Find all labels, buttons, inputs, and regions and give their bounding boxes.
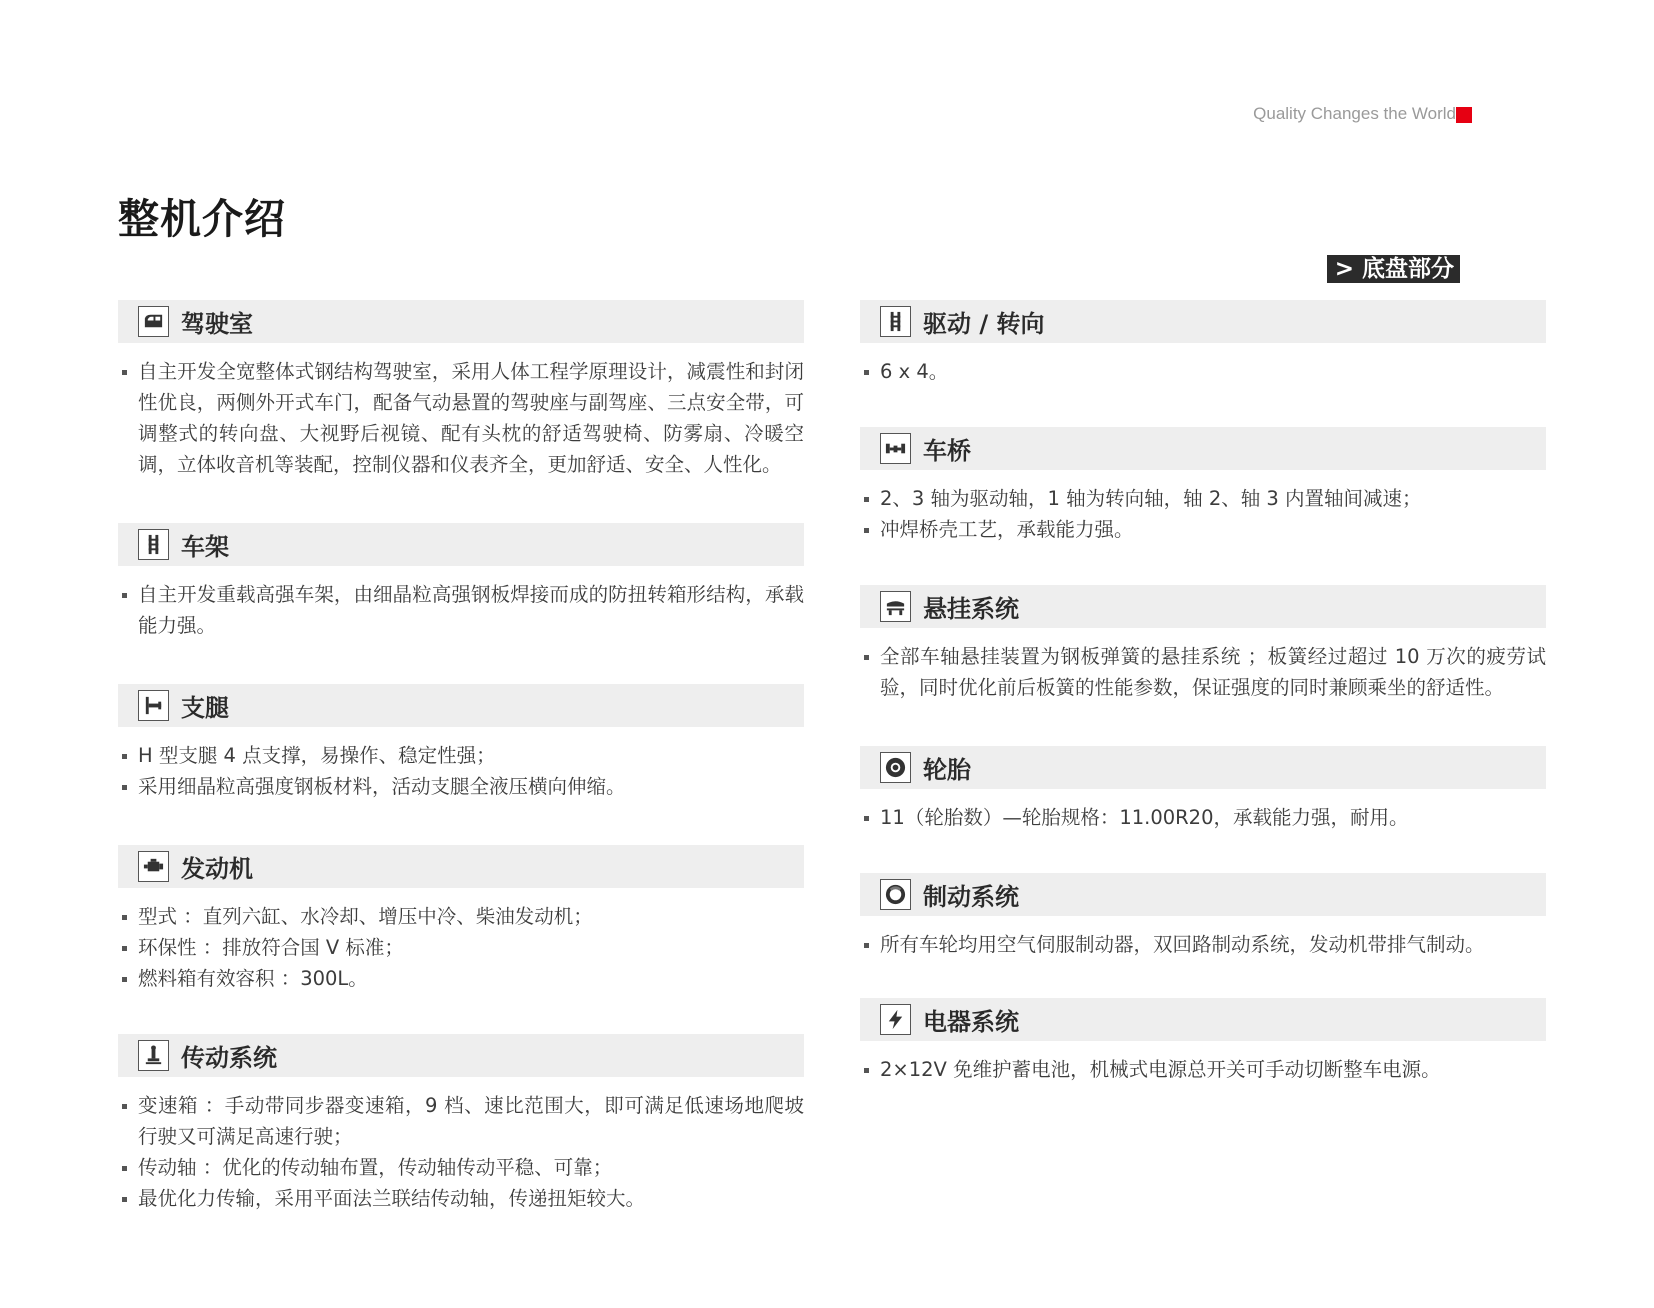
item-list xyxy=(118,356,804,480)
section-header xyxy=(860,300,1546,343)
list-item: 自主开发重载高强车架，由细晶粒高强钢板焊接而成的防扭转箱形结构，承载能力强。 xyxy=(118,579,804,641)
item-list xyxy=(860,802,1546,833)
section-title: 电器系统 xyxy=(923,1008,1019,1036)
item-list xyxy=(860,1054,1546,1085)
section-title: 传动系统 xyxy=(181,1044,277,1072)
right-column xyxy=(860,300,1546,1085)
section-title: 发动机 xyxy=(181,855,253,883)
list-item: 变速箱 ：手动带同步器变速箱，9 档、速比范围大，即可满足低速场地爬坡行驶又可满足高速行驶； xyxy=(118,1090,804,1152)
section-header xyxy=(118,1034,804,1077)
section-axle xyxy=(860,427,1546,545)
section-title: 悬挂系统 xyxy=(923,595,1019,623)
list-item: 所有车轮均用空气伺服制动器，双回路制动系统，发动机带排气制动。 xyxy=(860,929,1546,960)
section-engine xyxy=(118,845,804,994)
section-header xyxy=(118,684,804,727)
section-title: 车架 xyxy=(181,533,229,561)
list-item: 采用细晶粒高强度钢板材料，活动支腿全液压横向伸缩。 xyxy=(118,771,804,802)
section-electrical xyxy=(860,998,1546,1085)
list-item: 全部车轴悬挂装置为钢板弹簧的悬挂系统 ；板簧经过超过 10 万次的疲劳试验，同时优化前后板簧的性能参数，保证强度的同时兼顾乘坐的舒适性。 xyxy=(860,641,1546,703)
list-item: 2×12V 免维护蓄电池，机械式电源总开关可手动切断整车电源。 xyxy=(860,1054,1546,1085)
frame-icon xyxy=(138,529,169,560)
list-item: 11（轮胎数）—轮胎规格：11.00R20，承载能力强，耐用。 xyxy=(860,802,1546,833)
list-item: 2、3 轴为驱动轴，1 轴为转向轴，轴 2、轴 3 内置轴间减速； xyxy=(860,483,1546,514)
section-header xyxy=(118,845,804,888)
left-column xyxy=(118,300,804,1214)
drive-steering-icon xyxy=(880,306,911,337)
list-item: 型式 ：直列六缸、水冷却、增压中冷、柴油发动机； xyxy=(118,901,804,932)
section-title: 制动系统 xyxy=(923,883,1019,911)
section-header xyxy=(118,523,804,566)
axle-icon xyxy=(880,433,911,464)
section-brake xyxy=(860,873,1546,960)
section-title: 驱动 / 转向 xyxy=(923,310,1045,338)
lightning-icon xyxy=(880,1004,911,1035)
section-drive-steering xyxy=(860,300,1546,387)
section-header xyxy=(860,585,1546,628)
tire-icon xyxy=(880,752,911,783)
section-header xyxy=(860,873,1546,916)
section-header xyxy=(860,998,1546,1041)
red-square-mark xyxy=(1456,107,1472,123)
section-suspension xyxy=(860,585,1546,703)
item-list xyxy=(118,579,804,641)
suspension-icon xyxy=(880,591,911,622)
section-outrigger xyxy=(118,684,804,802)
section-header xyxy=(860,427,1546,470)
section-title: 支腿 xyxy=(181,694,229,722)
section-header xyxy=(118,300,804,343)
list-item: 自主开发全宽整体式钢结构驾驶室，采用人体工程学原理设计，减震性和封闭性优良，两侧外开式车门，配备气动悬置的驾驶座与副驾座、三点安全带，可调整式的转向盘、大视野后视镜、配有头枕的舒适驾驶椅、防雾扇、冷暖空调，立体收音机等装配，控制仪器和仪表齐全，更加舒适、安全、人性化。 xyxy=(118,356,804,480)
item-list xyxy=(118,740,804,802)
list-item: 最优化力传输，采用平面法兰联结传动轴，传递扭矩较大。 xyxy=(118,1183,804,1214)
item-list xyxy=(118,901,804,994)
outrigger-icon xyxy=(138,690,169,721)
list-item: 环保性 ：排放符合国 V 标准； xyxy=(118,932,804,963)
item-list xyxy=(860,356,1546,387)
section-frame xyxy=(118,523,804,641)
item-list xyxy=(860,483,1546,545)
cab-icon xyxy=(138,306,169,337)
item-list xyxy=(860,929,1546,960)
section-title: 车桥 xyxy=(923,437,971,465)
list-item: 冲焊桥壳工艺，承载能力强。 xyxy=(860,514,1546,545)
section-header xyxy=(860,746,1546,789)
item-list xyxy=(118,1090,804,1214)
page-title: 整机介绍 xyxy=(118,195,286,243)
list-item: 6 x 4。 xyxy=(860,356,1546,387)
engine-icon xyxy=(138,851,169,882)
section-tire xyxy=(860,746,1546,833)
list-item: 燃料箱有效容积 ：300L。 xyxy=(118,963,804,994)
section-title: 驾驶室 xyxy=(181,310,253,338)
section-title: 轮胎 xyxy=(923,756,971,784)
section-cab xyxy=(118,300,804,480)
transmission-icon xyxy=(138,1040,169,1071)
list-item: 传动轴 ：优化的传动轴布置，传动轴传动平稳、可靠； xyxy=(118,1152,804,1183)
tagline: Quality Changes the World xyxy=(1253,104,1456,123)
section-transmission xyxy=(118,1034,804,1214)
list-item: H 型支腿 4 点支撑，易操作、稳定性强； xyxy=(118,740,804,771)
item-list xyxy=(860,641,1546,703)
section-tag: > 底盘部分 xyxy=(1327,255,1460,283)
brake-icon xyxy=(880,879,911,910)
